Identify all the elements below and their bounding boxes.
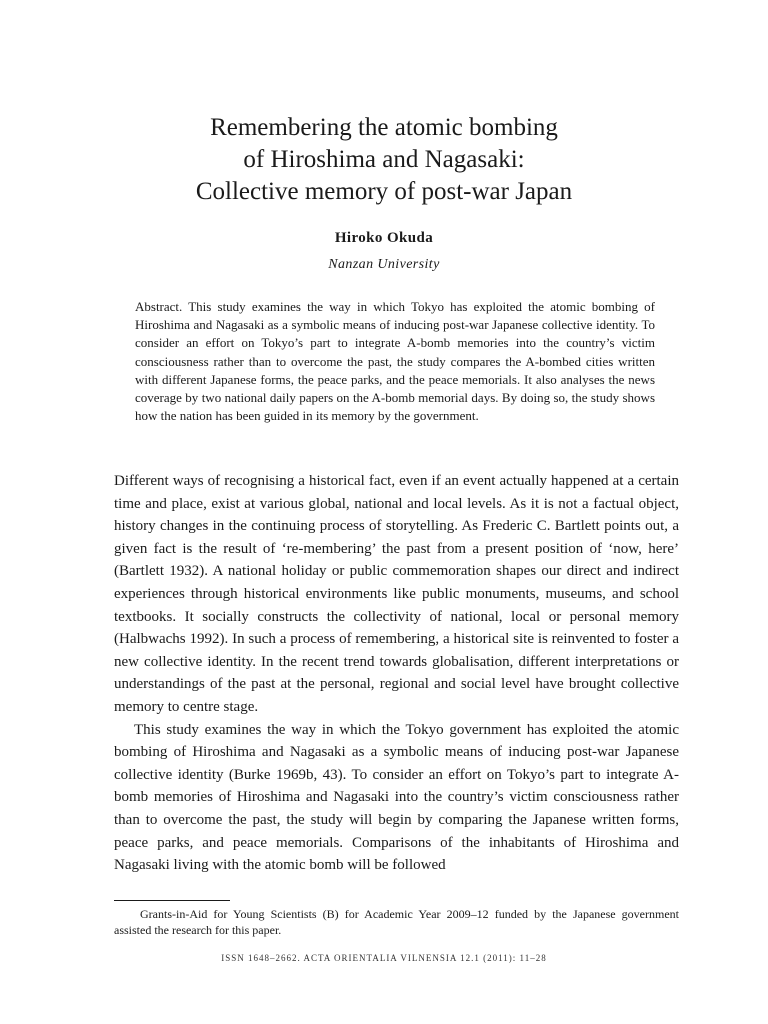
- footnote: Grants-in-Aid for Young Scientists (B) for Academic Year 2009–12 funded by the Japanese government assisted the research for this paper.: [114, 907, 679, 937]
- author-name: Hiroko Okuda: [334, 230, 434, 246]
- title-line-2: of Hiroshima and Nagasaki:: [243, 146, 525, 173]
- body-text: [114, 470, 679, 877]
- author-affiliation: Nanzan University: [328, 257, 440, 272]
- journal-footer: ISSN 1648–2662. ACTA ORIENTALIA VILNENSIA 12.1 (2011): 11–28: [221, 953, 547, 963]
- abstract-label: Abstract: [135, 299, 180, 314]
- body-paragraph-2: This study examines the way in which the Tokyo government has exploited the atomic bombing of Hiroshima and Nagasaki as a symbolic means of inducing post-war Japanese collective identity (Burke 1969b, 43). To consider an effort on Tokyo’s part to integrate A-bomb memories of Hiroshima and Nagasaki into the country’s victim consciousness rather than to overcome the past, the study will begin by comparing the Japanese written forms, peace parks, and peace memorials. Comparisons of the inhabitants of Hiroshima and Nagasaki living with the atomic bomb will be followed: [114, 721, 679, 874]
- title-line-1: Remembering the atomic bombing: [210, 114, 558, 141]
- paper-title: [0, 112, 768, 208]
- abstract-text: . This study examines the way in which Tokyo has exploited the atomic bombing of Hiroshima and Nagasaki as a symbolic means of inducing post-war Japanese collective identity. To consider an effort on Tokyo’s part to integrate A-bomb memories into the country’s victim consciousness rather than to overcome the past, the study compares the A-bombed cities written with different Japanese forms, the peace parks, and the peace memorials. It also analyses the news coverage by two national daily papers on the A-bomb memorial days. By doing so, the study shows how the nation has been guided in its memory by the government.: [135, 299, 655, 424]
- body-paragraph-1: Different ways of recognising a historical fact, even if an event actually happened at a certain time and place, exist at various global, national and local levels. As it is not a factual object, history changes in the continuing process of storytelling. As Frederic C. Bartlett points out, a given fact is the result of ‘re-membering’ the past from a present position of ‘now, here’ (Bartlett 1932). A national holiday or public commemoration shapes our direct and indirect experiences through historical environments like public monuments, museums, and school textbooks. It socially constructs the collectivity of national, local or personal memory (Halbwachs 1992). In such a process of remembering, a historical site is reinvented to foster a new collective identity. In the recent trend towards globalisation, different interpretations or understandings of the past at the personal, regional and social level have brought collective memory to centre stage.: [114, 473, 679, 715]
- title-line-3: Collective memory of post-war Japan: [195, 178, 573, 205]
- abstract: [135, 298, 655, 425]
- footnote-divider: [114, 900, 230, 901]
